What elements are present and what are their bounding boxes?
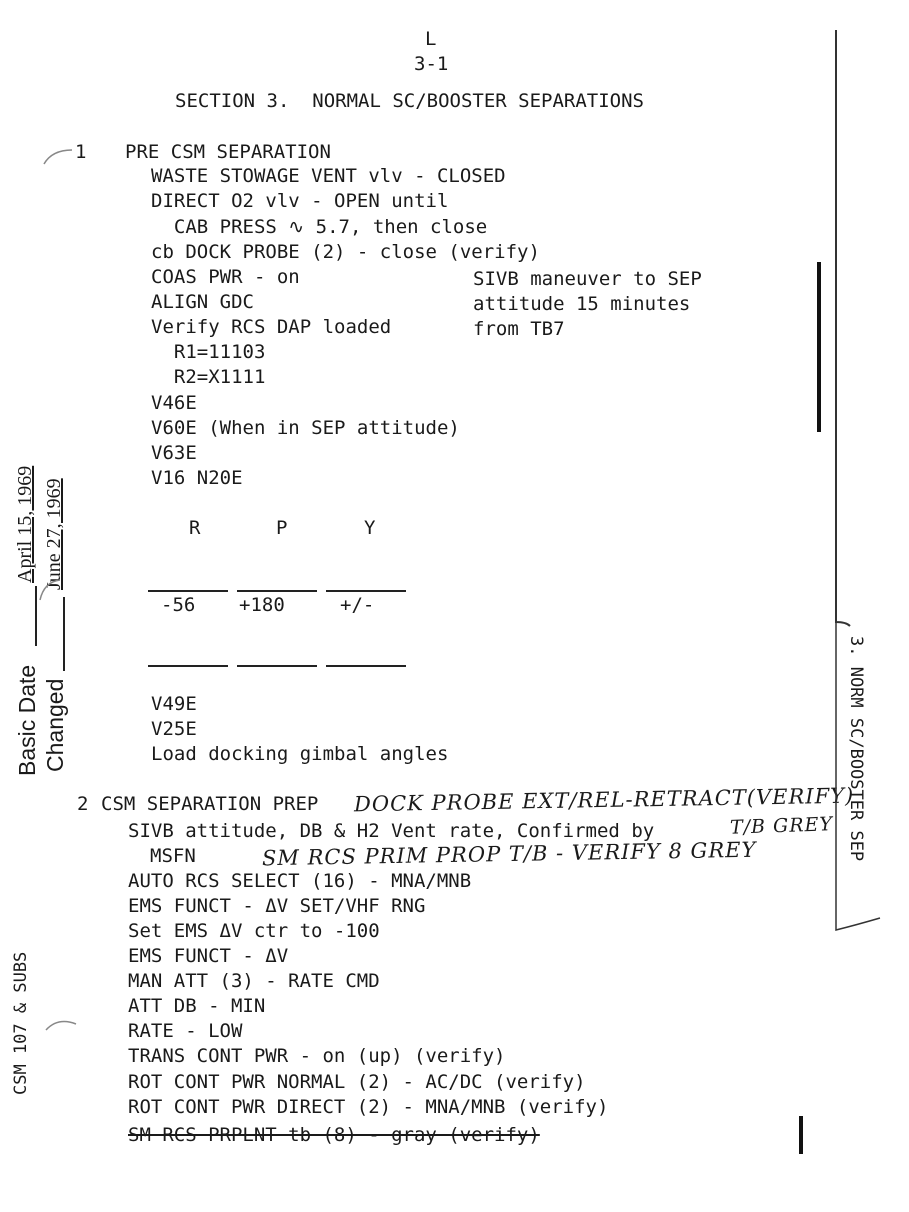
step-1-line: ALIGN GDC bbox=[151, 291, 254, 313]
step-2-line: ATT DB - MIN bbox=[128, 995, 266, 1017]
gimbal-value-r: -56 bbox=[161, 594, 196, 616]
revision-letter: L bbox=[425, 28, 437, 50]
handwritten-note: SM RCS PRIM PROP T/B - VERIFY 8 GREY bbox=[261, 837, 757, 871]
change-bar bbox=[817, 262, 821, 432]
gimbal-value-p: +180 bbox=[239, 594, 285, 616]
vehicle-label: CSM 107 & SUBS bbox=[11, 951, 31, 1095]
blank-line bbox=[237, 665, 317, 667]
blank-line bbox=[326, 665, 406, 667]
page-number: 3-1 bbox=[414, 53, 449, 75]
step-1-after-line: V25E bbox=[151, 718, 197, 740]
step-1-line: R1=11103 bbox=[151, 341, 266, 363]
punch-hole-mark bbox=[44, 150, 72, 164]
side-note-line: attitude 15 minutes bbox=[473, 293, 691, 315]
date-underline bbox=[63, 597, 65, 671]
gimbal-header-r: R bbox=[189, 517, 201, 539]
basic-date-label: Basic Date bbox=[14, 664, 40, 776]
step-2-line: AUTO RCS SELECT (16) - MNA/MNB bbox=[128, 870, 472, 892]
basic-date-value: April 15, 1969 bbox=[14, 465, 36, 583]
step-2-title: CSM SEPARATION PREP bbox=[101, 793, 319, 815]
struck-line: SM RCS PRPLNT tb (8) - gray (verify) bbox=[128, 1124, 540, 1146]
step-1-line: V63E bbox=[151, 442, 197, 464]
handwritten-note: T/B GREY bbox=[729, 813, 834, 839]
gimbal-header-p: P bbox=[276, 517, 288, 539]
step-2-line: TRANS CONT PWR - on (up) (verify) bbox=[128, 1045, 506, 1067]
step-1-line: V46E bbox=[151, 392, 197, 414]
step-2-line: Set EMS ΔV ctr to -100 bbox=[128, 920, 380, 942]
side-note-line: from TB7 bbox=[473, 318, 565, 340]
step-1-line: COAS PWR - on bbox=[151, 266, 300, 288]
step-1-line: WASTE STOWAGE VENT vlv - CLOSED bbox=[151, 165, 506, 187]
blank-line bbox=[148, 590, 228, 592]
date-underline bbox=[35, 586, 37, 646]
tab-edge bbox=[836, 30, 850, 626]
blank-line bbox=[237, 590, 317, 592]
step-1-line: CAB PRESS ∿ 5.7, then close bbox=[151, 216, 488, 238]
step-2-line: RATE - LOW bbox=[128, 1020, 243, 1042]
gimbal-value-y: +/- bbox=[340, 594, 375, 616]
step-1-number: 1 bbox=[75, 141, 87, 163]
step-2-line: ROT CONT PWR DIRECT (2) - MNA/MNB (verify) bbox=[128, 1096, 609, 1118]
change-bar bbox=[799, 1116, 803, 1154]
step-1-after-line: Load docking gimbal angles bbox=[151, 743, 449, 765]
step-1-line: R2=X1111 bbox=[151, 366, 266, 388]
punch-hole-mark bbox=[46, 1022, 76, 1030]
step-2-line: MAN ATT (3) - RATE CMD bbox=[128, 970, 380, 992]
step-1-line: V16 N20E bbox=[151, 467, 243, 489]
side-note-line: SIVB maneuver to SEP bbox=[473, 268, 702, 290]
section-title: SECTION 3. NORMAL SC/BOOSTER SEPARATIONS bbox=[175, 90, 644, 112]
step-1-line: V60E (When in SEP attitude) bbox=[151, 417, 460, 439]
step-1-line: cb DOCK PROBE (2) - close (verify) bbox=[151, 241, 540, 263]
blank-line bbox=[326, 590, 406, 592]
changed-label: Changed bbox=[42, 678, 68, 772]
blank-line bbox=[148, 665, 228, 667]
step-2-line: EMS FUNCT - ΔV SET/VHF RNG bbox=[128, 895, 426, 917]
step-1-line: Verify RCS DAP loaded bbox=[151, 316, 392, 338]
section-tab-label: 3. NORM SC/BOOSTER SEP bbox=[846, 636, 866, 862]
confirmed-line: SIVB attitude, DB & H2 Vent rate, Confirmed by bbox=[128, 820, 655, 842]
step-2-line: ROT CONT PWR NORMAL (2) - AC/DC (verify) bbox=[128, 1071, 586, 1093]
changed-value: June 27, 1969 bbox=[43, 478, 65, 590]
handwritten-note: DOCK PROBE EXT/REL-RETRACT(VERIFY) bbox=[353, 783, 855, 817]
step-1-title: PRE CSM SEPARATION bbox=[125, 141, 331, 163]
step-1-line: DIRECT O2 vlv - OPEN until bbox=[151, 190, 449, 212]
step-2-line: EMS FUNCT - ΔV bbox=[128, 945, 289, 967]
msfn-label: MSFN bbox=[150, 845, 196, 867]
step-2-number: 2 bbox=[77, 793, 89, 815]
step-1-after-line: V49E bbox=[151, 693, 197, 715]
gimbal-header-y: Y bbox=[364, 517, 376, 539]
